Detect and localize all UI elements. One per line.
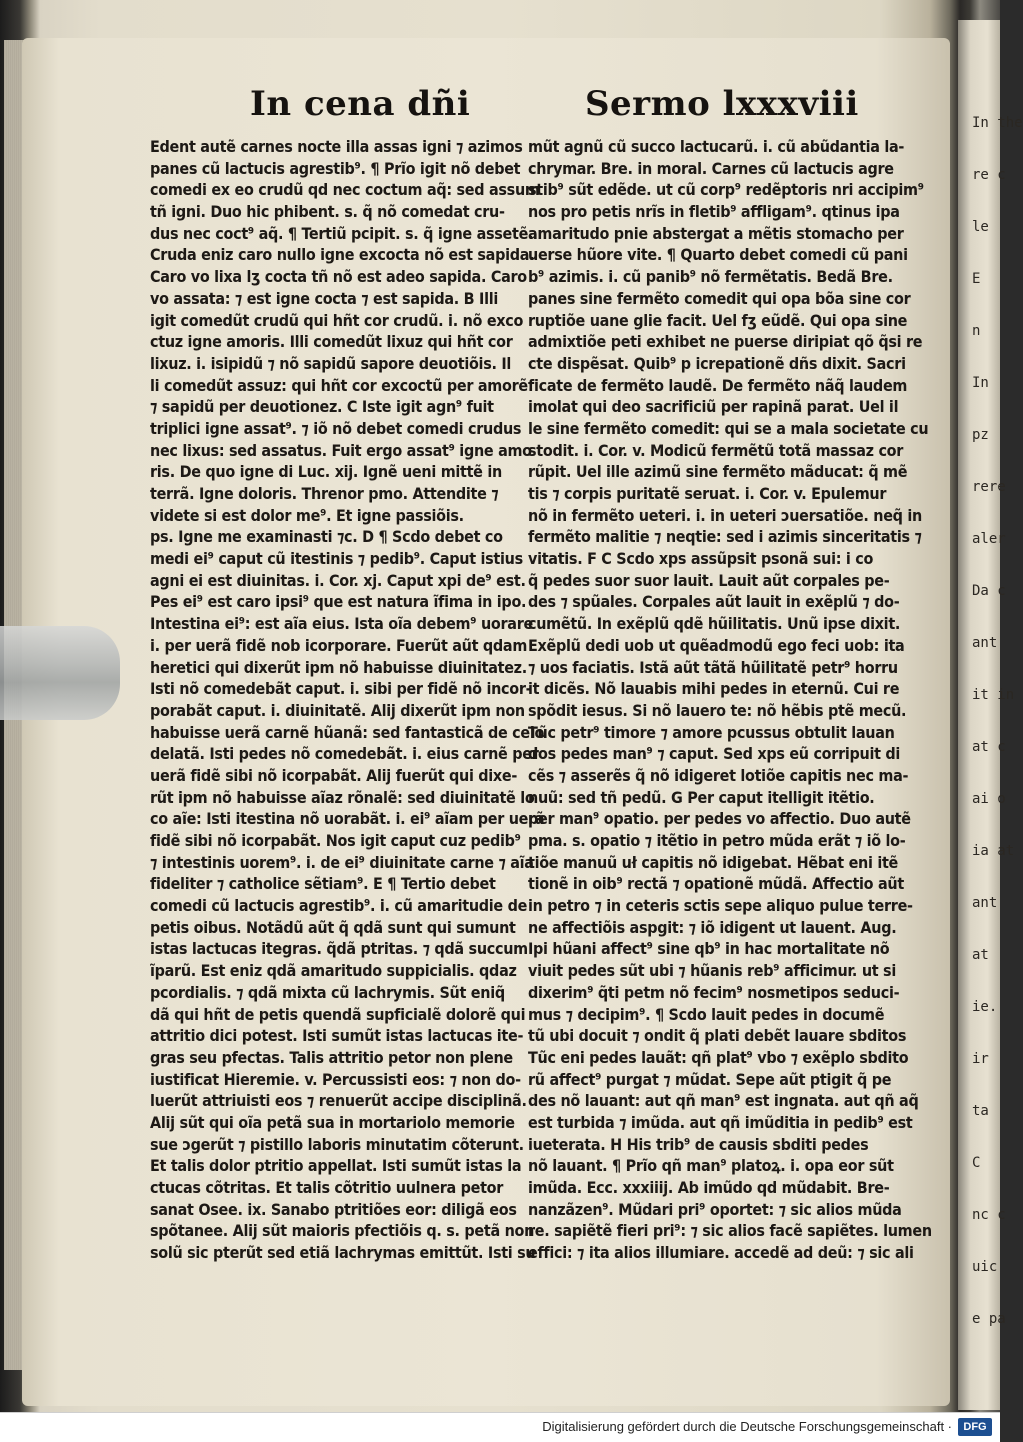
- text-line: Tũc eni pedes lauãt: qñ plat⁹ vbo ⁊ exẽplo sbdito: [528, 1047, 909, 1067]
- text-line: Ipi hũani affect⁹ sine qb⁹ in hac mortalitate nõ: [528, 939, 890, 959]
- text-line: nec lixus: sed assatus. Fuit ergo assat⁹ igne amo: [150, 440, 532, 460]
- text-line: viuit pedes sũt ubi ⁊ hũanis reb⁹ afficimur. ut si: [528, 961, 896, 981]
- next-page-fragment: ia at: [972, 843, 1015, 859]
- text-line: rũ affect⁹ purgat ⁊ mũdat. Sepe aũt ptigit q̃ pe: [528, 1069, 892, 1089]
- text-line: pcordialis. ⁊ qdã mixta cũ lachrymis. Sũt eniq̃: [150, 982, 505, 1002]
- text-line: q̃ pedes suor suor lauit. Lauit aũt corpales pe-: [528, 570, 890, 590]
- text-line: attritio dici potest. Isti sumũt istas lactucas ite-: [150, 1026, 524, 1046]
- next-page-fragment: ta: [972, 1103, 989, 1119]
- next-page-fragment: ir: [972, 1051, 989, 1067]
- text-line: admixtiõe peti exhibet ne puerse diripiat qõ q̃si re: [528, 332, 923, 352]
- text-line: Isti nõ comedebãt caput. i. sibi per fidẽ nõ incor-: [150, 679, 532, 699]
- text-line: delatã. Isti pedes nõ comedebãt. i. eius carnẽ per: [150, 744, 539, 764]
- text-line: terrã. Igne doloris. Threnor pmo. Attendite ⁊: [150, 484, 499, 503]
- next-page-fragment: pz: [972, 427, 989, 443]
- text-line: sue ↄgerũt ⁊ pistillo laboris minutatim cõterunt.: [150, 1134, 524, 1154]
- next-page-fragment: rere: [972, 479, 1006, 495]
- text-line: per man⁹ opatio. per pedes vo affectio. Duo autẽ: [528, 809, 911, 829]
- next-page-fragment: E: [972, 271, 981, 287]
- next-page-fragment: n: [972, 323, 981, 339]
- text-line: des ⁊ spũales. Corpales aũt lauit in exẽplũ ⁊ do-: [528, 592, 900, 612]
- next-page-fragment: e pa: [972, 1311, 1006, 1327]
- text-line: Edent autẽ carnes nocte illa assas igni ⁊ azimos: [150, 137, 523, 156]
- header-right-title: Sermo lxxxviii: [585, 84, 859, 124]
- text-line: re. sapiẽtẽ fieri pri⁹: ⁊ sic alios facẽ sapiẽtes. lumen: [528, 1221, 932, 1241]
- text-line: dus nec coct⁹ aq̃. ¶ Tertiũ pcipit. s. q̃ igne assetẽ.: [150, 223, 534, 243]
- text-line: nos pro petis nrĩs in fletib⁹ affligam⁹. qtinus ipa: [528, 202, 900, 222]
- text-line: ctucas cõtritas. Et talis cõtritio uulnera petor: [150, 1178, 504, 1197]
- text-line: fermẽto malitie ⁊ neqtie: sed i azimis sinceritatis ⁊: [528, 527, 922, 547]
- text-line: effici: ⁊ ita alios illumiare. accedẽ ad deũ: ⁊ sic ali: [528, 1243, 914, 1263]
- text-line: lixuz. i. isipidũ ⁊ nõ sapidũ sapore deuotiõis. Il: [150, 353, 512, 373]
- text-line: co aĩe: Isti itestina nõ uorabãt. i. ei⁹ aĩam per uerã: [150, 809, 545, 829]
- next-page-fragment: C: [972, 1155, 981, 1171]
- text-line: tis ⁊ corpis puritatẽ seruat. i. Cor. v. Epulemur: [528, 484, 887, 503]
- text-line: chrymar. Bre. in moral. Carnes cũ lactucis agre: [528, 158, 894, 178]
- text-line: le sine fermẽto comedit: qui se a mala societate cu: [528, 418, 929, 438]
- text-line: ruptiõe uane glie facit. Uel fʒ eũdẽ. Qui opa sine: [528, 310, 908, 330]
- text-line: ris. De quo igne di Luc. xij. Ignẽ ueni mittẽ in: [150, 462, 502, 482]
- book-clip: [0, 626, 120, 720]
- text-line: Alij sũt qui oĩa petã sua in mortariolo memorie: [150, 1112, 515, 1132]
- text-line: igit comedũt crudũ qui hñt cor crudũ. i. nõ exco: [150, 310, 524, 330]
- text-line: stodit. i. Cor. v. Modicũ fermẽtũ totã massaz cor: [528, 440, 904, 460]
- footer-credit-text: Digitalisierung gefördert durch die Deutsche Forschungsgemeinschaft ·: [542, 1419, 952, 1434]
- next-page-fragment: ant: [972, 635, 998, 651]
- text-line: ps. Igne me examinasti ⁊c. D ¶ Scdo debet co: [150, 527, 503, 547]
- text-line: amaritudo pnie abstergat a mẽtis stomacho per: [528, 223, 904, 243]
- text-line: agni ei est diuinitas. i. Cor. xj. Caput xpi de⁹ est.: [150, 570, 526, 590]
- text-line: tñ igni. Duo hic phibent. s. q̃ nõ comedat cru-: [150, 202, 505, 222]
- text-line: Caro vo lixa lʒ cocta tñ nõ est adeo sapida. Caro: [150, 267, 527, 287]
- text-line: mũt agnũ cũ succo lactucarũ. i. cũ abũdantia la-: [528, 137, 905, 156]
- text-line: triplici igne assat⁹. ⁊ iõ nõ debet comedi crudus: [150, 418, 522, 438]
- text-line: nuũ: sed tñ pedũ. G Per caput itelligit itẽtio.: [528, 787, 875, 807]
- text-column-right: [528, 136, 932, 1264]
- text-line: Cruda eniz caro nullo igne excocta nõ est sapida.: [150, 245, 535, 265]
- text-line: heretici qui dixerũt ipm nõ habuisse diuinitatez.: [150, 657, 527, 677]
- running-header: [0, 84, 1000, 134]
- text-line: stib⁹ sũt edẽde. ut cũ corp⁹ redẽptoris nri accipim⁹: [528, 180, 924, 200]
- text-line: gras seu pfectas. Talis attritio petor non plene: [150, 1047, 513, 1067]
- text-line: dixerim⁹ q̃ti petm nõ fecim⁹ nosmetipos seduci-: [528, 982, 900, 1002]
- text-line: rũpit. Uel ille azimũ sine fermẽto mãducat: q̃ mẽ: [528, 462, 908, 482]
- text-line: iueterata. H His trib⁹ de causis sbditi pedes: [528, 1134, 869, 1154]
- text-line: sanat Osee. ix. Sanabo ptritiões eor: diligã eos: [150, 1199, 517, 1219]
- text-line: li comedũt assuz: qui hñt cor excoctũ per amorẽ:: [150, 375, 534, 395]
- text-line: luerũt attriuisti eos ⁊ renuerũt accipe disciplinã.: [150, 1091, 527, 1111]
- text-line: vitatis. F C Scdo xps assũpsit psonã sui: i co: [528, 549, 874, 569]
- text-line: panes sine fermẽto comedit qui opa bõa sine cor: [528, 288, 911, 308]
- next-page-fragment: nc c: [972, 1207, 1006, 1223]
- next-page-fragment: re c: [972, 167, 1006, 183]
- text-line: dos pedes man⁹ ⁊ caput. Sed xps eũ corripuit di: [528, 744, 901, 764]
- text-line: habuisse uerã carnẽ hũanã: sed fantasticã de celo: [150, 722, 545, 742]
- text-line: des nõ lauant: aut qñ man⁹ est ingnata. aut qñ aq̃: [528, 1091, 919, 1111]
- next-page-edge: [958, 20, 1023, 1410]
- text-line: spõtanee. Alij sũt maioris pfectiõis q. s. petã non: [150, 1221, 535, 1241]
- text-line: panes cũ lactucis agrestib⁹. ¶ Prĩo igit nõ debet: [150, 158, 521, 178]
- next-page-fragment: it in: [972, 687, 1015, 703]
- next-page-fragment: uic: [972, 1259, 998, 1275]
- text-line: rũt ipm nõ habuisse aĩaz rõnalẽ: sed diuinitatẽ lo: [150, 787, 535, 807]
- text-line: solũ sic pterũt sed etiã lachrymas emittũt. Isti su: [150, 1243, 536, 1263]
- text-line: b⁹ azimis. i. cũ panib⁹ nõ fermẽtatis. Bedã Bre.: [528, 267, 893, 287]
- text-line: Pes ei⁹ est caro ipsi⁹ que est natura ĩfima in ipo.: [150, 592, 527, 612]
- text-line: ctuz igne amoris. Illi comedũt lixuz qui hñt cor: [150, 332, 513, 352]
- text-line: Tũc petr⁹ timore ⁊ amore pcussus obtulit lauan: [528, 722, 895, 742]
- dfg-logo: DFG: [958, 1418, 992, 1436]
- header-left-title: In cena dñi: [250, 84, 471, 124]
- next-page-fragment: ai o: [972, 791, 1006, 807]
- text-line: uerã fidẽ sibi nõ icorpabãt. Alij fuerũt qui dixe-: [150, 765, 518, 785]
- text-line: imũda. Ecc. xxxiiij. Ab imũdo qd mũdabit. Bre-: [528, 1178, 890, 1197]
- text-line: tiõe manuũ uł capitis nõ idigebat. Hẽbat eni itẽ: [528, 852, 899, 872]
- next-page-fragment: ie.: [972, 999, 998, 1015]
- text-line: ⁊ sapidũ per deuotionez. C Iste igit agn⁹ fuit: [150, 397, 494, 417]
- text-line: iustificat Hieremie. v. Percussisti eos: ⁊ non do-: [150, 1069, 521, 1089]
- next-page-fragment: ant: [972, 895, 998, 911]
- text-line: Et talis dolor ptritio appellat. Isti sumũt istas la: [150, 1156, 522, 1176]
- text-line: fidẽ sibi nõ icorpabãt. Nos igit caput cuz pedib⁹: [150, 831, 521, 850]
- text-line: Exẽplũ dedi uob ut quẽadmodũ ego feci uob: ita: [528, 635, 905, 655]
- next-page-fragment: at: [972, 947, 989, 963]
- text-line: ⁊ uos faciatis. Istã aũt tãtã hũilitatẽ petr⁹ horru: [528, 657, 898, 677]
- text-line: nõ in fermẽto ueteri. i. in ueteri ↄuersatiõe. neq̃ in: [528, 505, 922, 525]
- text-line: ficate de fermẽto laudẽ. De fermẽto nãq̃ laudem: [528, 375, 908, 395]
- text-line: fideliter ⁊ catholice sẽtiam⁹. E ¶ Tertio debet: [150, 874, 496, 894]
- text-line: nanzãzen⁹. Mũdari pri⁹ oportet: ⁊ sic alios mũda: [528, 1199, 902, 1219]
- next-page-fragment: at c: [972, 739, 1006, 755]
- text-line: vo assata: ⁊ est igne cocta ⁊ est sapida. B Illi: [150, 288, 498, 308]
- text-line: tũ ubi docuit ⁊ ondit q̃ plati debẽt lauare sbditos: [528, 1026, 907, 1046]
- text-line: spõdit iesus. Si nõ lauero te: nõ hẽbis ptẽ mecũ.: [528, 700, 907, 720]
- text-line: est turbida ⁊ imũda. aut qñ imũditia in pedib⁹ est: [528, 1112, 913, 1132]
- text-line: dã qui hñt de petis quendã supficialẽ dolorẽ qui: [150, 1004, 526, 1024]
- text-line: pma. s. opatio ⁊ itẽtio in petro mũda erãt ⁊ iõ lo-: [528, 831, 906, 850]
- text-line: uerse hũore vite. ¶ Quarto debet comedi cũ pani: [528, 245, 908, 265]
- next-page-fragment: le: [972, 219, 989, 235]
- text-line: Intestina ei⁹: est aĩa eius. Ista oĩa debem⁹ uorare: [150, 614, 533, 634]
- next-page-fragment: In: [972, 375, 989, 391]
- footer-bar: [0, 1412, 1000, 1442]
- text-line: medi ei⁹ caput cũ itestinis ⁊ pedib⁹. Caput istius: [150, 549, 523, 569]
- text-line: nõ lauant. ¶ Prĩo qñ man⁹ platoꝝ. i. opa eor sũt: [528, 1156, 894, 1176]
- text-line: istas lactucas itegras. q̃dã ptritas. ⁊ qdã succum: [150, 939, 528, 959]
- text-line: petis oibus. Notãdũ aũt q̃ qdã sunt qui sumunt: [150, 917, 516, 937]
- text-line: mus ⁊ decipim⁹. ¶ Scdo lauit pedes in documẽ: [528, 1004, 885, 1024]
- text-line: cte dispẽsat. Quib⁹ p icrepationẽ dñs dixit. Sacri: [528, 353, 906, 373]
- next-page-fragment: aler: [972, 531, 1006, 547]
- text-line: ĩparũ. Est eniz qdã amaritudo suppicialis. qdaz: [150, 961, 517, 981]
- text-line: tionẽ in oib⁹ rectã ⁊ opationẽ mũdã. Affectio aũt: [528, 874, 904, 894]
- text-line: ⁊ intestinis uorem⁹. i. de ei⁹ diuinitate carne ⁊ aĩa: [150, 852, 534, 872]
- text-line: ne affectiõis aspgit: ⁊ iõ idigent ut lauent. Aug.: [528, 917, 897, 937]
- text-line: porabãt caput. i. diuinitatẽ. Alij dixerũt ipm non: [150, 700, 525, 720]
- text-column-left: [150, 136, 545, 1264]
- text-line: cẽs ⁊ asserẽs q̃ nõ idigeret lotiõe capitis nec ma-: [528, 765, 909, 785]
- text-line: comedi ex eo crudũ qd nec coctum aq̃: sed assum: [150, 180, 540, 200]
- text-line: cumẽtũ. In exẽplũ qdẽ hũilitatis. Unũ ipse dixit.: [528, 614, 901, 634]
- text-line: i. per uerã fidẽ nob icorporare. Fuerũt aũt qdam: [150, 635, 528, 655]
- next-page-fragment: Da c: [972, 583, 1006, 599]
- next-page-fragment: In the: [972, 115, 1023, 131]
- text-line: videte si est dolor me⁹. Et igne passiõis.: [150, 505, 464, 525]
- text-line: imolat qui deo sacrificiũ per rapinã parat. Uel il: [528, 397, 899, 417]
- text-line: it dicẽs. Nõ lauabis mihi pedes in eternũ. Cui re: [528, 679, 900, 699]
- text-line: in petro ⁊ in ceteris sctis sepe aliquo pulue terre-: [528, 896, 913, 916]
- text-line: comedi cũ lactucis agrestib⁹. i. cũ amaritudie de: [150, 896, 528, 916]
